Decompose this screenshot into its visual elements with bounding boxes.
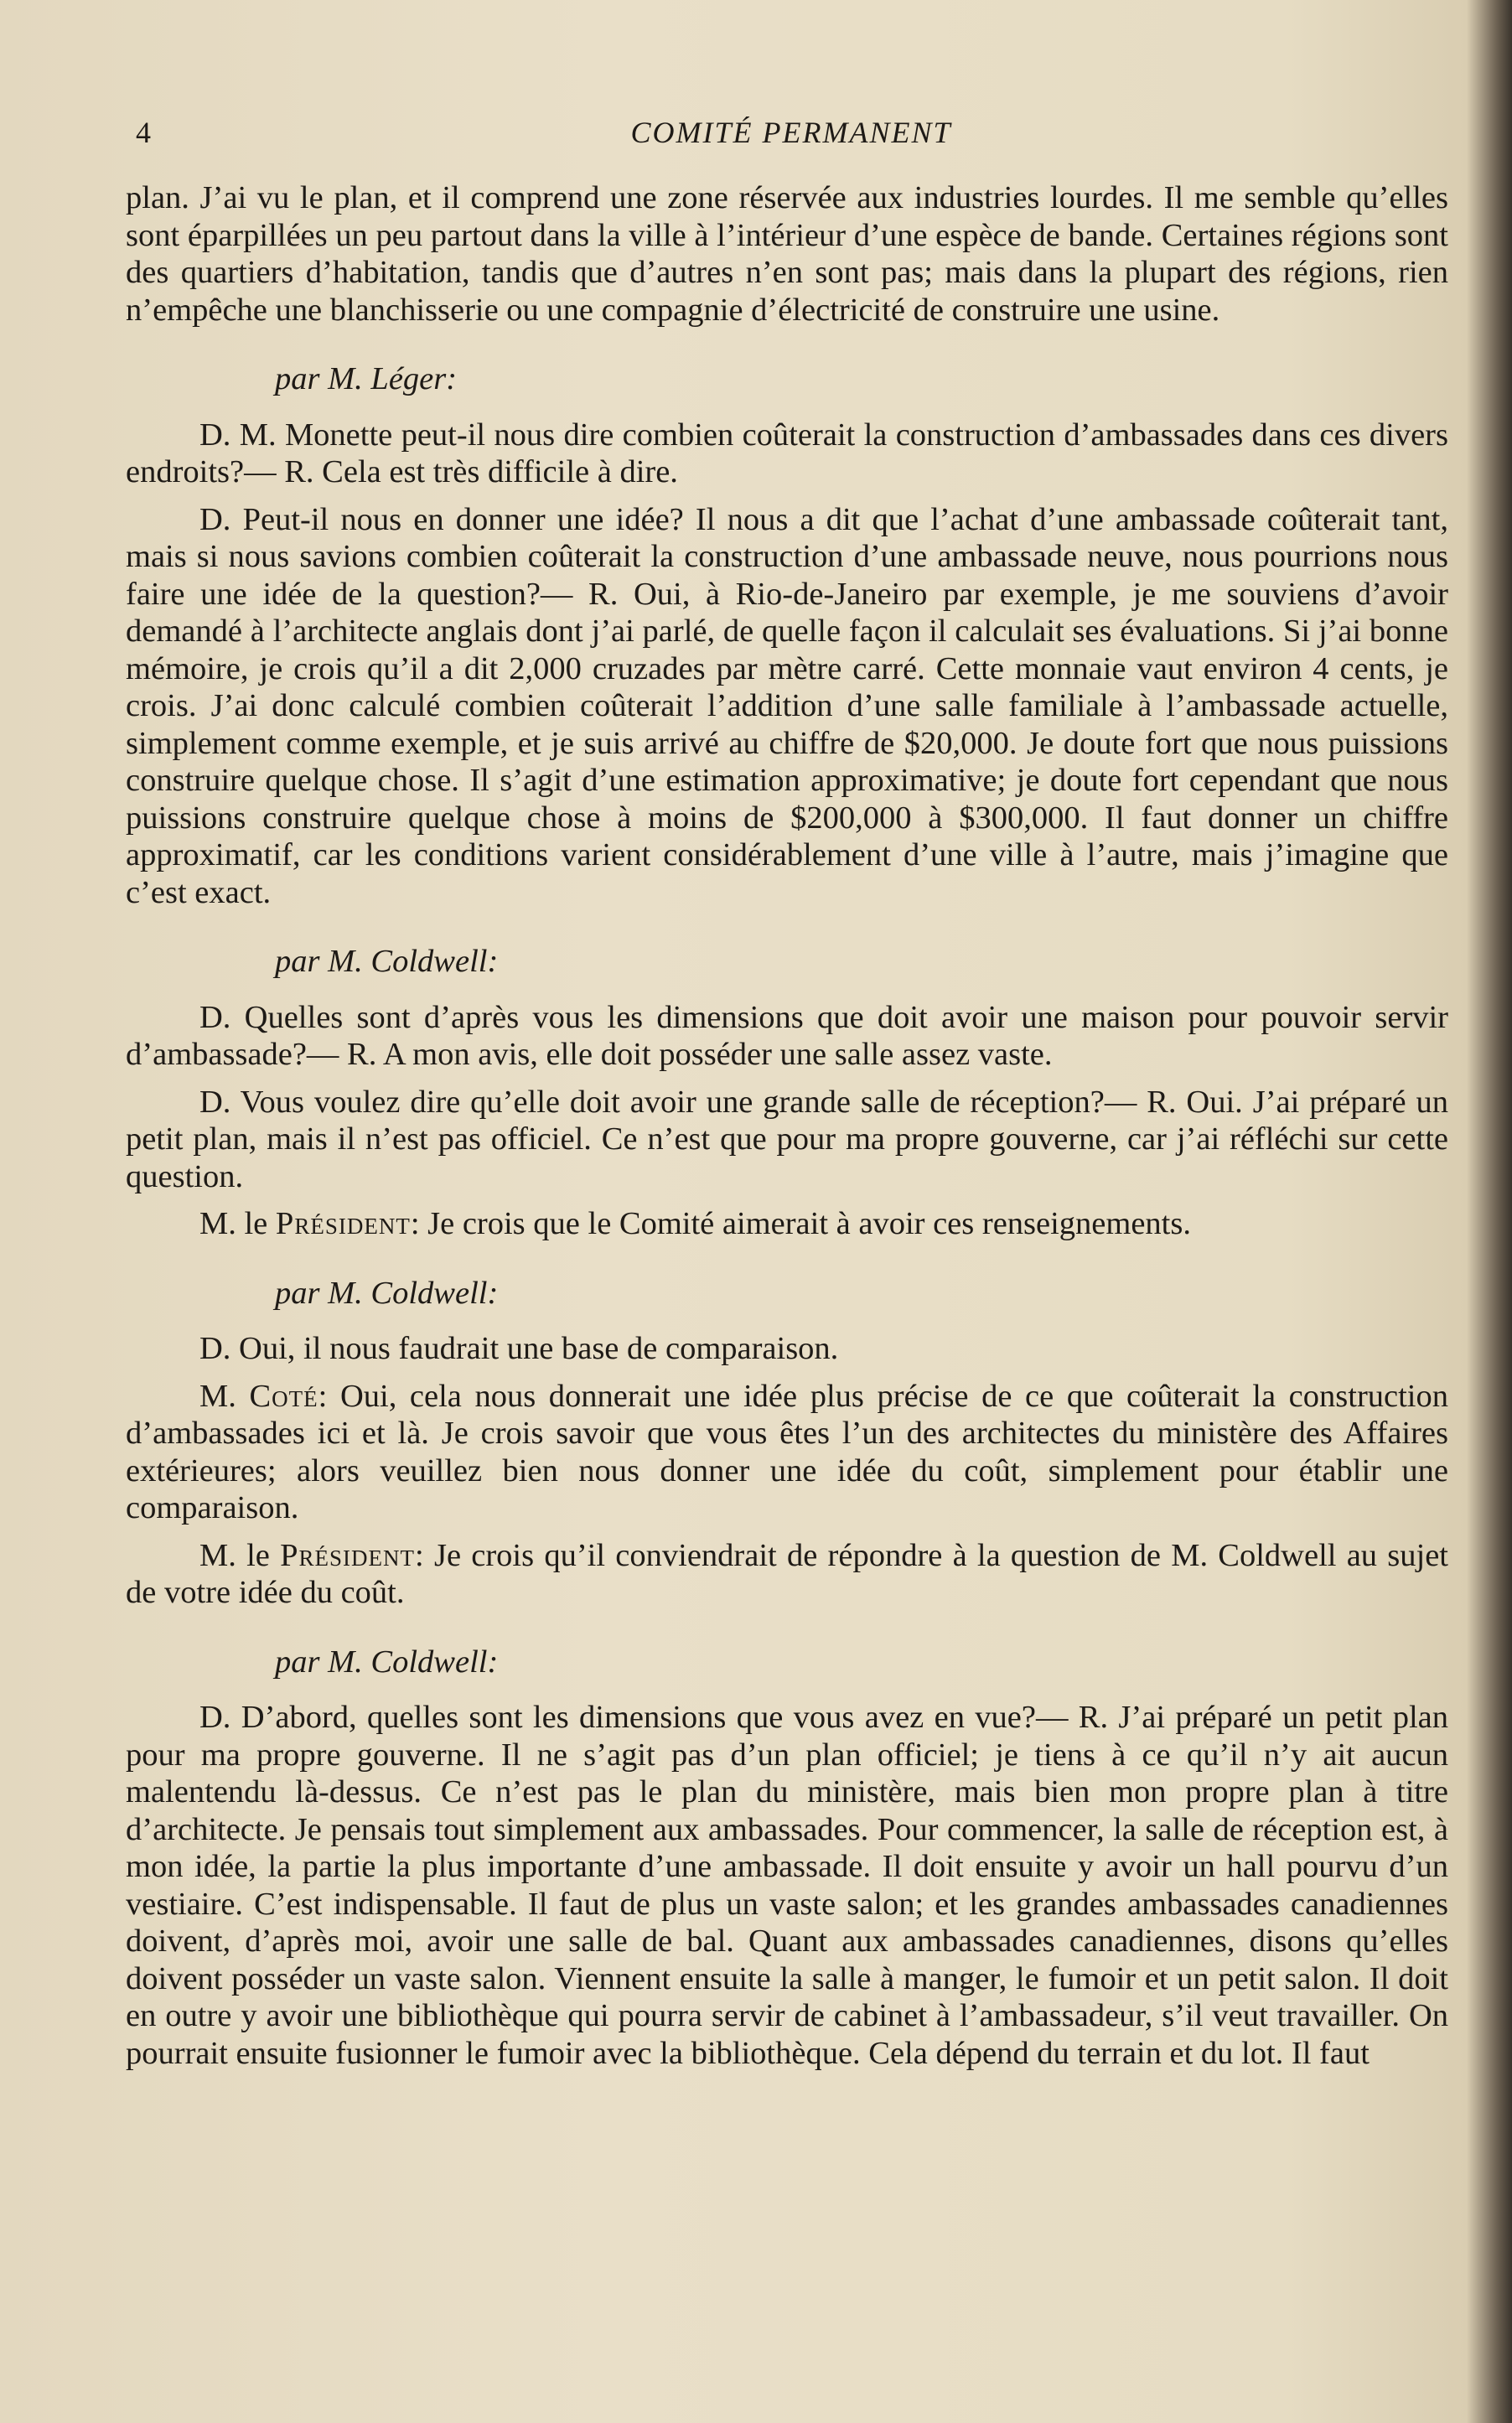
paragraph: plan. J’ai vu le plan, et il comprend une zone réservée aux industries lourdes. Il me semble qu’elles sont éparpillées un peu partout dans la ville à l’intérieur d’une espèce de bande. Certaines régions sont des quartiers d’habitation, tandis que d’autres n’en sont pas; mais dans la plupart des régions, rien n’empêche une blanchisserie ou une compagnie d’électricité de construire une usine. (126, 180, 1448, 328)
paragraph (126, 1378, 1448, 1527)
speaker-prefix: M. le (199, 1206, 276, 1241)
page-body (126, 179, 1448, 2082)
paragraph: D. D’abord, quelles sont les dimensions que vous avez en vue?— R. J’ai préparé un petit plan pour ma propre gouverne. Il ne s’agit pas d’un plan officiel; je tiens à ce qu’il n’y ait aucun malentendu là-dessus. Ce n’est pas le plan du ministère, mais bien mon propre plan à titre d’architecte. Je pensais tout simplement aux ambassades. Pour commencer, la salle de réception est, à mon idée, la partie la plus importante d’une ambassade. Il doit ensuite y avoir un hall pourvu d’un vestiaire. C’est indispensable. Il faut de plus un vaste salon; et les grandes ambassades canadiennes doivent, d’après moi, avoir une salle de bal. Quant aux ambassades canadiennes, disons qu’elles doivent posséder un vaste salon. Viennent ensuite la salle à manger, le fumoir et un petit salon. Il doit en outre y avoir une bibliothèque qui pourra servir de cabinet à l’ambassadeur, s’il veut travailler. On pourrait ensuite fusionner le fumoir avec la bibliothèque. Cela dépend du terrain et du lot. Il faut (126, 1700, 1448, 2071)
paragraph: D. Quelles sont d’après vous les dimensions que doit avoir une maison pour pouvoir servir d’ambassade?— R. A mon avis, elle doit posséder une salle assez vaste. (126, 999, 1448, 1072)
speaker-role: Coté (249, 1378, 318, 1414)
speaker-heading: par M. Coldwell: (275, 944, 499, 979)
speech-text: : Je crois qu’il conviendrait de répondre à la question de M. Coldwell au sujet de votre idée du coût. (126, 1537, 1448, 1610)
running-head: COMITÉ PERMANENT (630, 116, 952, 149)
speaker-heading: par M. Coldwell: (275, 1275, 499, 1311)
speaker-heading: par M. Léger: (275, 361, 458, 396)
speaker-prefix: M. le (199, 1537, 281, 1573)
paragraph (126, 1205, 1448, 1243)
speaker-role: Président (280, 1537, 416, 1573)
speech-text: : Je crois que le Comité aimerait à avoir ces renseignements. (410, 1206, 1191, 1241)
page-number: 4 (136, 116, 151, 149)
paragraph: D. M. Monette peut-il nous dire combien coûterait la construction d’ambassades dans ces divers endroits?— R. Cela est très difficile à dire. (126, 417, 1448, 489)
speech-text: : Oui, cela nous donnerait une idée plus précise de ce que coûterait la construction d’ambassades ici et là. Je crois savoir que vous êtes l’un des architectes du ministère des Affaires extérieures; alors veuillez bien nous donner une idée du coût, simplement pour établir une comparaison. (126, 1378, 1448, 1525)
paragraph: D. Vous voulez dire qu’elle doit avoir une grande salle de réception?— R. Oui. J’ai préparé un petit plan, mais il n’est pas officiel. Ce n’est que pour ma propre gouverne, car j’ai réfléchi sur cette question. (126, 1084, 1448, 1194)
page-header (132, 112, 1450, 159)
paragraph: D. Peut-il nous en donner une idée? Il nous a dit que l’achat d’une ambassade coûterait tant, mais si nous savions combien coûterait la construction d’une ambassade neuve, nous pourrions nous faire une idée de la question?— R. Oui, à Rio-de-Janeiro par exemple, je me souviens d’avoir demandé à l’architecte anglais dont j’ai parlé, de quelle façon il calculait ses évaluations. Si j’ai bonne mémoire, je crois qu’il a dit 2,000 cruzades par mètre carré. Cette monnaie vaut environ 4 cents, je crois. J’ai donc calculé combien coûterait l’addition d’une salle familiale à l’ambassade actuelle, simplement comme exemple, et je suis arrivé au chiffre de $20,000. Je doute fort que nous puissions construire quelque chose. Il s’agit d’une estimation approximative; je doute fort cependant que nous puissions construire quelque chose à moins de $200,000 à $300,000. Il faut donner un chiffre approximatif, car les conditions varient considérablement d’une ville à l’autre, mais j’imagine que c’est exact. (126, 501, 1448, 910)
paragraph: D. Oui, il nous faudrait une base de comparaison. (199, 1331, 839, 1366)
speaker-prefix: M. (199, 1378, 250, 1414)
speaker-heading: par M. Coldwell: (275, 1644, 499, 1680)
speaker-role: Président (275, 1206, 411, 1241)
paragraph (126, 1537, 1448, 1612)
